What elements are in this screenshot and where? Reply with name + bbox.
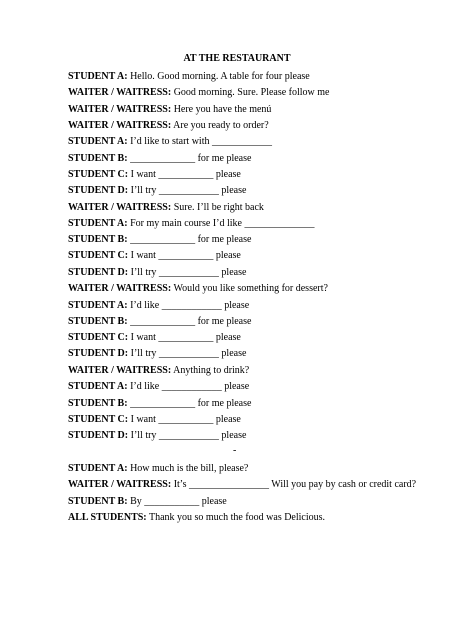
speaker-label: WAITER / WAITRESS:	[68, 479, 172, 490]
speaker-label: STUDENT D:	[68, 430, 129, 441]
line-text: I want ___________ please	[128, 332, 241, 343]
speaker-label: ALL STUDENTS:	[68, 512, 147, 523]
dialogue-line	[68, 136, 272, 148]
speaker-label: STUDENT C:	[68, 414, 129, 425]
dialogue-line	[68, 381, 249, 393]
line-text: Would you like something for dessert?	[171, 283, 328, 294]
dialogue-line	[68, 430, 246, 442]
line-text: I’ll try ____________ please	[128, 348, 247, 359]
speaker-label: WAITER / WAITRESS:	[68, 202, 172, 213]
dialogue-line	[68, 463, 248, 475]
speaker-label: STUDENT B:	[68, 234, 128, 245]
dialogue-line	[68, 300, 249, 312]
dialogue-line	[68, 267, 246, 279]
line-text: I’d like to start with ____________	[127, 136, 272, 147]
dialogue-line	[68, 365, 249, 377]
dialogue-line	[68, 398, 251, 410]
speaker-label: STUDENT A:	[68, 71, 128, 82]
line-text: _____________ for me please	[127, 153, 252, 164]
line-text: How much is the bill, please?	[127, 463, 249, 474]
dialogue-line	[68, 104, 271, 116]
line-text: Here you have the menú	[171, 104, 272, 115]
dialogue-line	[68, 496, 227, 508]
speaker-label: WAITER / WAITRESS:	[68, 104, 172, 115]
dialogue-line	[68, 316, 251, 328]
dialogue-line	[68, 202, 264, 214]
document-title: AT THE RESTAURANT	[183, 53, 291, 64]
speaker-label: STUDENT B:	[68, 496, 128, 507]
speaker-label: STUDENT A:	[68, 300, 128, 311]
dialogue-line	[68, 250, 241, 262]
dialogue-line	[68, 512, 325, 524]
line-text: Hello. Good morning. A table for four please	[127, 71, 310, 82]
line-text: Thank you so much the food was Delicious.	[146, 512, 326, 523]
line-text: Sure. I’ll be right back	[171, 202, 264, 213]
line-text: I’ll try ____________ please	[128, 267, 247, 278]
speaker-label: STUDENT C:	[68, 250, 129, 261]
speaker-label: STUDENT D:	[68, 348, 129, 359]
line-text: By ___________ please	[127, 496, 227, 507]
dialogue-line	[68, 169, 241, 181]
dialogue-line	[68, 283, 328, 295]
line-text: I want ___________ please	[128, 169, 241, 180]
speaker-label: WAITER / WAITRESS:	[68, 120, 172, 131]
dialogue-line	[68, 234, 251, 246]
line-text: _____________ for me please	[127, 234, 252, 245]
dialogue-line	[68, 71, 310, 83]
line-text: I’ll try ____________ please	[128, 430, 247, 441]
dialogue-line	[68, 120, 269, 132]
line-text: For my main course I’d like ______________	[127, 218, 315, 229]
line-text: I’d like ____________ please	[127, 381, 250, 392]
dialogue-line	[68, 479, 416, 491]
speaker-label: STUDENT A:	[68, 381, 128, 392]
separator-dash: -	[233, 445, 237, 456]
line-text: Are you ready to order?	[171, 120, 269, 131]
speaker-label: STUDENT B:	[68, 398, 128, 409]
speaker-label: WAITER / WAITRESS:	[68, 87, 172, 98]
dialogue-line	[68, 87, 330, 99]
speaker-label: STUDENT A:	[68, 136, 128, 147]
speaker-label: STUDENT B:	[68, 153, 128, 164]
speaker-label: STUDENT B:	[68, 316, 128, 327]
dialogue-line	[68, 414, 241, 426]
line-text: Anything to drink?	[171, 365, 250, 376]
dialogue-line	[68, 332, 241, 344]
line-text: I’ll try ____________ please	[128, 185, 247, 196]
speaker-label: STUDENT C:	[68, 332, 129, 343]
speaker-label: STUDENT A:	[68, 463, 128, 474]
speaker-label: STUDENT D:	[68, 267, 129, 278]
line-text: I want ___________ please	[128, 250, 241, 261]
dialogue-line	[68, 185, 246, 197]
dialogue-line	[68, 218, 314, 230]
dialogue-line	[68, 153, 251, 165]
line-text: I’d like ____________ please	[127, 300, 250, 311]
line-text: I want ___________ please	[128, 414, 241, 425]
dialogue-line	[68, 348, 246, 360]
speaker-label: STUDENT A:	[68, 218, 128, 229]
line-text: _____________ for me please	[127, 398, 252, 409]
line-text: _____________ for me please	[127, 316, 252, 327]
speaker-label: WAITER / WAITRESS:	[68, 365, 172, 376]
speaker-label: STUDENT C:	[68, 169, 129, 180]
line-text: Good morning. Sure. Please follow me	[171, 87, 330, 98]
line-text: It’s ________________ Will you pay by cash or credit card?	[171, 479, 417, 490]
speaker-label: WAITER / WAITRESS:	[68, 283, 172, 294]
speaker-label: STUDENT D:	[68, 185, 129, 196]
